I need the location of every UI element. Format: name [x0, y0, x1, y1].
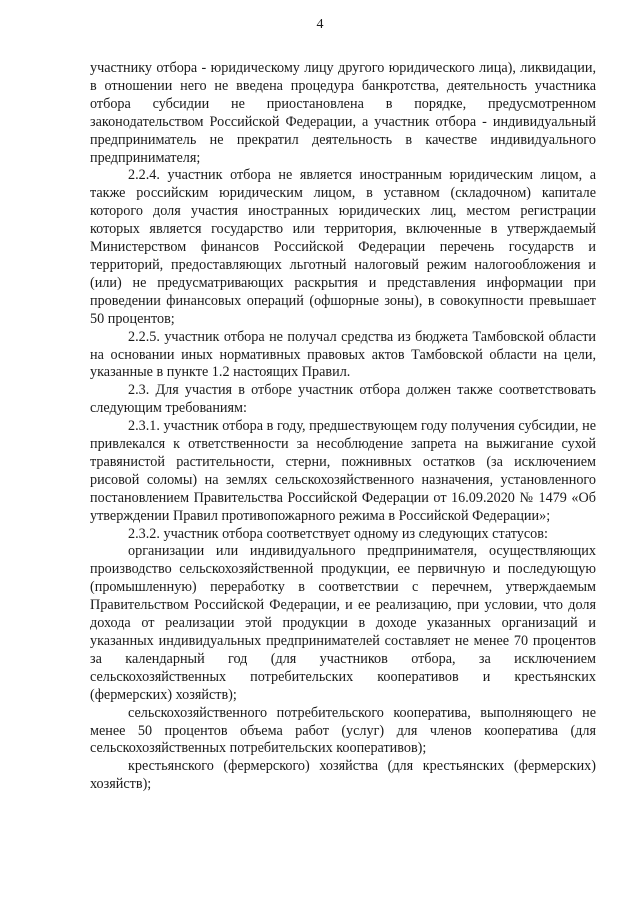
- document-body: [90, 60, 596, 794]
- paragraph-2-3-2: 2.3.2. участник отбора соответствует одному из следующих статусов:: [128, 525, 548, 542]
- paragraph-continuation: участнику отбора - юридическому лицу другого юридического лица), ликвидации, в отношении него не введена процедура банкротства, деятельность участника отбора субсидии не приостановлена в порядке, предусмотренном законодательством Российской Федерации, а участник отбора - индивидуальный предприниматель не прекратил деятельность в качестве индивидуального предпринимателя;: [90, 60, 596, 166]
- status-organization: организации или индивидуального предпринимателя, осуществляющих производство сельскохозяйственной продукции, ее первичную и последующую (промышленную) переработку в соответствии с перечнем, утверждаемым Правительством Российской Федерации, и ее реализацию, при условии, что доля дохода от реализации этой продукции в доходе указанных организаций и указанных индивидуальных предпринимателей составляет не менее 70 процентов за календарный год (для участников отбора, за исключением сельскохозяйственных потребительских кооперативов и крестьянских (фермерских) хозяйств);: [90, 543, 596, 703]
- paragraph-2-3-1: 2.3.1. участник отбора в году, предшествующем году получения субсидии, не привлекался к ответственности за несоблюдение запрета на выжигание сухой травянистой растительности, стерни, пожнивных остатков (за исключением рисовой соломы) на землях сельскохозяйственного назначения, установленного постановлением Правительства Российской Федерации от 16.09.2020 № 1479 «Об утверждении Правил противопожарного режима в Российской Федерации»;: [90, 418, 596, 524]
- page-number: 4: [316, 17, 324, 32]
- status-farm: крестьянского (фермерского) хозяйства (для крестьянских (фермерских) хозяйств);: [90, 758, 596, 793]
- paragraph-2-2-4: 2.2.4. участник отбора не является иностранным юридическим лицом, а также российским юридическим лицом, в уставном (складочном) капитале которого доля участия иностранных юридических лиц, местом регистрации которых является государство или территория, включенные в утверждаемый Министерством финансов Российской Федерации перечень государств и территорий, предоставляющих льготный налоговый режим налогообложения и (или) не предусматривающих раскрытия и представления информации при проведении финансовых операций (офшорные зоны), в совокупности превышает 50 процентов;: [90, 167, 596, 327]
- paragraph-2-3: 2.3. Для участия в отборе участник отбора должен также соответствовать следующим требованиям:: [90, 382, 596, 417]
- paragraph-2-2-5: 2.2.5. участник отбора не получал средства из бюджета Тамбовской области на основании иных нормативных правовых актов Тамбовской области на цели, указанные в пункте 1.2 настоящих Правил.: [90, 328, 596, 381]
- status-cooperative: сельскохозяйственного потребительского кооператива, выполняющего не менее 50 процентов объема работ (услуг) для членов кооператива (для сельскохозяйственных потребительских кооперативов);: [90, 704, 596, 757]
